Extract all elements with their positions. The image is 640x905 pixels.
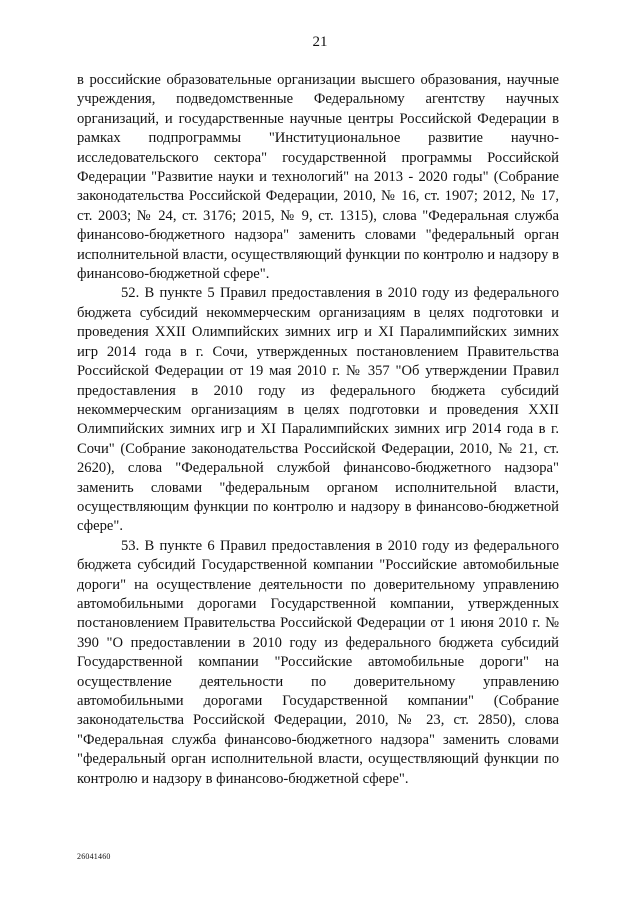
document-body xyxy=(77,71,559,789)
paragraph-continuation: в российские образовательные организации высшего образования, научные учреждения, подведомственные Федеральному агентству научных организаций, и государственные научные центры Российской Федерации в рамках подпрограммы "Институциональное развитие научно-исследовательского сектора" государственной программы Российской Федерации "Развитие науки и технологий" на 2013 - 2020 годы" (Собрание законодательства Российской Федерации, 2010, № 16, ст. 1907; 2012, № 17, ст. 2003; № 24, ст. 3176; 2015, № 9, ст. 1315), слова "Федеральная служба финансово-бюджетного надзора" заменить словами "федеральный орган исполнительной власти, осуществляющий функции по контролю и надзору в финансово-бюджетной сфере". xyxy=(77,72,559,283)
page-number: 21 xyxy=(312,34,328,50)
paragraph-item-53: 53. В пункте 6 Правил предоставления в 2010 году из федерального бюджета субсидий Государственной компании "Российские автомобильные дороги" на осуществление деятельности по доверительному управлению автомобильными дорогами Государственной компании, утвержденных постановлением Правительства Российской Федерации от 1 июня 2010 г. № 390 "О предоставлении в 2010 году из федерального бюджета субсидий Государственной компании "Российские автомобильные дороги" на осуществление деятельности по доверительному управлению автомобильными дорогами Государственной компании" (Собрание законодательства Российской Федерации, 2010, № 23, ст. 2850), слова "Федеральная служба финансово-бюджетного надзора" заменить словами "федеральный орган исполнительной власти, осуществляющий функции по контролю и надзору в финансово-бюджетной сфере". xyxy=(77,537,559,787)
document-code: 26041460 xyxy=(77,852,111,861)
paragraph-item-52: 52. В пункте 5 Правил предоставления в 2010 году из федерального бюджета субсидий некоммерческим организациям в целях подготовки и проведения XXII Олимпийских зимних игр и XI Паралимпийских зимних игр 2014 года в г. Сочи, утвержденных постановлением Правительства Российской Федерации от 19 мая 2010 г. № 357 "Об утверждении Правил предоставления в 2010 году из федерального бюджета субсидий некоммерческим организациям в целях подготовки и проведения XXII Олимпийских зимних игр и XI Паралимпийских зимних игр 2014 года в г. Сочи" (Собрание законодательства Российской Федерации, 2010, № 21, ст. 2620), слова "Федеральной службой финансово-бюджетного надзора" заменить словами "федеральным органом исполнительной власти, осуществляющим функции по контролю и надзору в финансово-бюджетной сфере". xyxy=(77,285,559,535)
